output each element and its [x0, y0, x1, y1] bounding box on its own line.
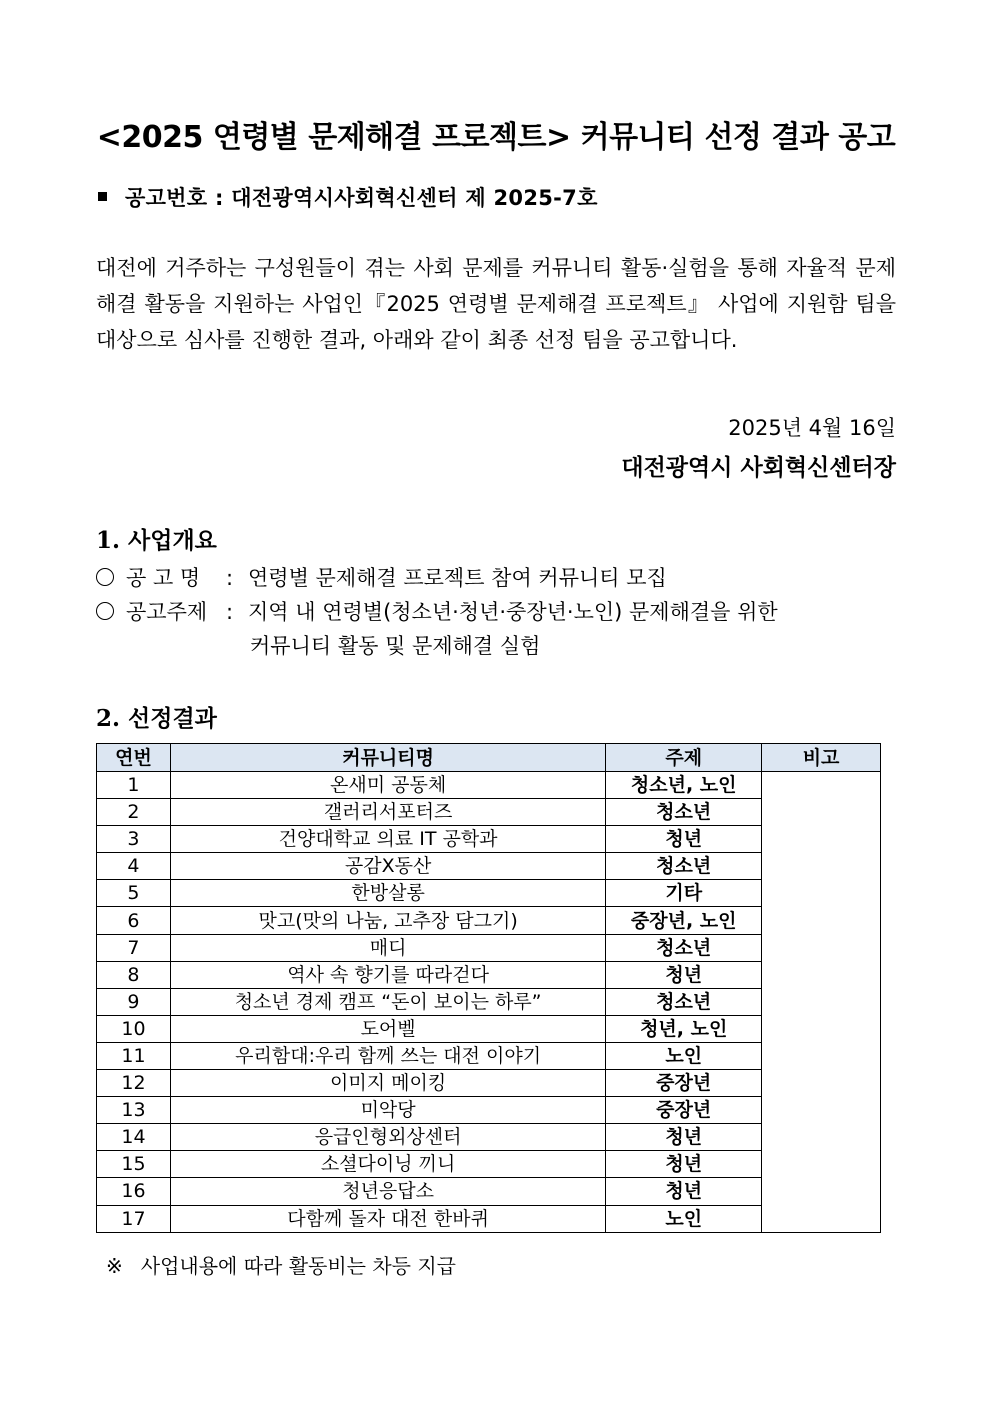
row-topic: 청년 [606, 961, 762, 988]
row-no: 13 [97, 1097, 171, 1124]
overview-value-continued: 커뮤니티 활동 및 문제해결 실험 [250, 634, 541, 658]
circle-bullet-icon [96, 568, 114, 586]
column-header-topic: 주제 [606, 744, 762, 772]
row-no: 11 [97, 1042, 171, 1069]
section-heading-overview: 1. 사업개요 [96, 527, 217, 554]
row-community-name: 청소년 경제 캠프 “돈이 보이는 하루” [170, 988, 605, 1015]
row-no: 9 [97, 988, 171, 1015]
row-no: 17 [97, 1205, 171, 1232]
row-community-name: 소셜다이닝 끼니 [170, 1151, 605, 1178]
column-header-no: 연번 [97, 744, 171, 772]
row-topic: 중장년 [606, 1097, 762, 1124]
table-header-row [97, 744, 881, 772]
footnote-text: 사업내용에 따라 활동비는 차등 지급 [140, 1254, 456, 1278]
row-community-name: 미악당 [170, 1097, 605, 1124]
row-topic: 청년 [606, 1151, 762, 1178]
row-topic: 청년 [606, 1124, 762, 1151]
square-bullet-icon [98, 192, 107, 201]
row-no: 8 [97, 961, 171, 988]
row-topic: 청소년 [606, 853, 762, 880]
row-topic: 청년 [606, 1178, 762, 1205]
section-heading-results: 2. 선정결과 [96, 705, 217, 732]
row-no: 7 [97, 934, 171, 961]
row-community-name: 한방살롱 [170, 880, 605, 907]
row-topic: 기타 [606, 880, 762, 907]
row-no: 4 [97, 853, 171, 880]
overview-value: 연령별 문제해결 프로젝트 참여 커뮤니티 모집 [248, 566, 667, 590]
row-topic: 청년 [606, 826, 762, 853]
notice-number-text: 공고번호 : 대전광역시사회혁신센터 제 2025-7호 [125, 186, 598, 210]
row-community-name: 매디 [170, 934, 605, 961]
row-topic: 청소년 [606, 934, 762, 961]
overview-item [96, 562, 667, 592]
overview-colon: : [226, 566, 234, 590]
row-community-name: 공감X동산 [170, 853, 605, 880]
row-no: 16 [97, 1178, 171, 1205]
page-title: <2025 연령별 문제해결 프로젝트> 커뮤니티 선정 결과 공고 [96, 120, 896, 155]
overview-colon: : [226, 600, 234, 624]
row-topic: 노인 [606, 1205, 762, 1232]
row-community-name: 역사 속 향기를 따라걷다 [170, 961, 605, 988]
row-no: 6 [97, 907, 171, 934]
row-topic: 중장년, 노인 [606, 907, 762, 934]
row-topic: 노인 [606, 1042, 762, 1069]
row-community-name: 우리함대:우리 함께 쓰는 대전 이야기 [170, 1042, 605, 1069]
row-community-name: 온새미 공동체 [170, 772, 605, 799]
row-community-name: 건양대학교 의료 IT 공학과 [170, 826, 605, 853]
notice-date: 2025년 4월 16일 [728, 416, 896, 440]
circle-bullet-icon [96, 602, 114, 620]
row-community-name: 도어벨 [170, 1015, 605, 1042]
row-no: 15 [97, 1151, 171, 1178]
intro-paragraph: 대전에 거주하는 구성원들이 겪는 사회 문제를 커뮤니티 활동·실험을 통해 자율적 문제해결 활동을 지원하는 사업인『2025 연령별 문제해결 프로젝트』 사업에 지원함 팀을 대상으로 심사를 진행한 결과, 아래와 같이 최종 선정 팀을 공고합니다. [96, 256, 896, 352]
row-no: 10 [97, 1015, 171, 1042]
table-row [97, 772, 881, 799]
row-topic: 청년, 노인 [606, 1015, 762, 1042]
row-no: 3 [97, 826, 171, 853]
column-header-remarks: 비고 [762, 744, 881, 772]
overview-label: 공고주제 [126, 600, 208, 624]
row-community-name: 맛고(맛의 나눔, 고추장 담그기) [170, 907, 605, 934]
notice-number [98, 182, 598, 212]
row-no: 14 [97, 1124, 171, 1151]
overview-value: 지역 내 연령별(청소년·청년·중장년·노인) 문제해결을 위한 [248, 600, 778, 624]
column-header-name: 커뮤니티명 [170, 744, 605, 772]
results-table [96, 743, 881, 1233]
overview-label: 공 고 명 [126, 566, 201, 590]
row-community-name: 응급인형외상센터 [170, 1124, 605, 1151]
footnote [106, 1250, 456, 1279]
row-no: 5 [97, 880, 171, 907]
issuer: 대전광역시 사회혁신센터장 [621, 455, 896, 481]
row-topic: 청소년, 노인 [606, 772, 762, 799]
row-no: 1 [97, 772, 171, 799]
row-community-name: 이미지 메이킹 [170, 1070, 605, 1097]
reference-mark-icon: ※ [106, 1254, 123, 1278]
row-community-name: 갤러리서포터즈 [170, 799, 605, 826]
overview-item [96, 596, 778, 626]
row-no: 12 [97, 1070, 171, 1097]
row-community-name: 다함께 돌자 대전 한바퀴 [170, 1205, 605, 1232]
remarks-cell [762, 772, 881, 1233]
row-community-name: 청년응답소 [170, 1178, 605, 1205]
row-topic: 중장년 [606, 1070, 762, 1097]
row-topic: 청소년 [606, 988, 762, 1015]
row-topic: 청소년 [606, 799, 762, 826]
row-no: 2 [97, 799, 171, 826]
